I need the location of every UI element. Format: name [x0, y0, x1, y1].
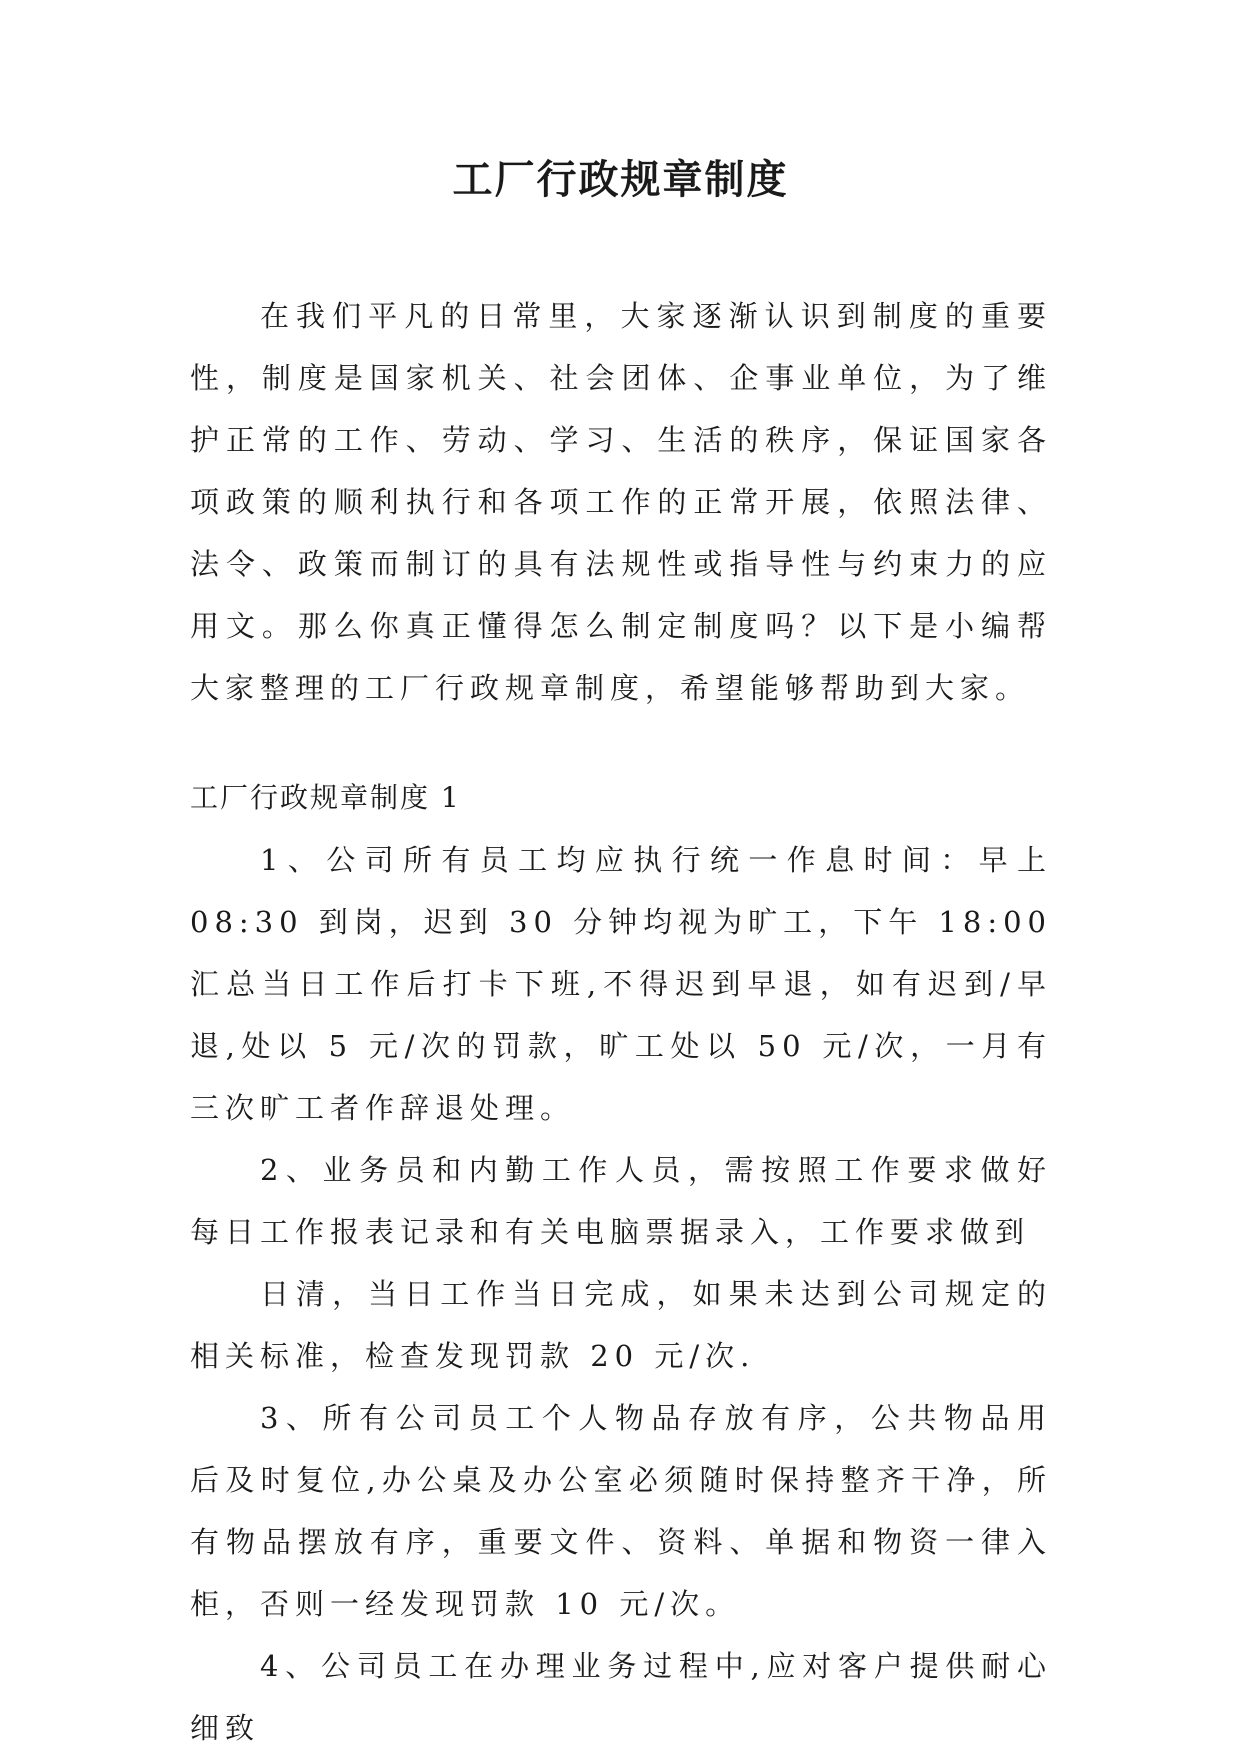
section-heading: 工厂行政规章制度 1: [190, 781, 461, 814]
rule-paragraph-3: 3、所有公司员工个人物品存放有序，公共物品用后及时复位,办公桌及办公室必须随时保持整齐干净，所有物品摆放有序，重要文件、资料、单据和物资一律入柜，否则一经发现罚款 10 元/次。: [190, 1401, 1052, 1621]
intro-paragraph: 在我们平凡的日常里，大家逐渐认识到制度的重要性，制度是国家机关、社会团体、企事业单位，为了维护正常的工作、劳动、学习、生活的秩序，保证国家各项政策的顺利执行和各项工作的正常开展，依照法律、法令、政策而制订的具有法规性或指导性与约束力的应用文。那么你真正懂得怎么制定制度吗？以下是小编帮大家整理的工厂行政规章制度，希望能够帮助到大家。: [190, 299, 1052, 705]
rule-paragraph-2-continued: 日清，当日工作当日完成，如果未达到公司规定的相关标准，检查发现罚款 20 元/次.: [190, 1277, 1052, 1373]
rule-paragraph-4: 4、公司员工在办理业务过程中,应对客户提供耐心细致: [190, 1649, 1052, 1745]
document-body: [190, 285, 1052, 1759]
rule-paragraph-2: 2、业务员和内勤工作人员，需按照工作要求做好每日工作报表记录和有关电脑票据录入，工作要求做到: [190, 1153, 1052, 1249]
document-title: 工厂行政规章制度: [452, 156, 789, 203]
rule-paragraph-1: 1、公司所有员工均应执行统一作息时间：早上 08:30 到岗，迟到 30 分钟均视为旷工，下午 18:00 汇总当日工作后打卡下班,不得迟到早退，如有迟到/早退,处以 5 元/次的罚款，旷工处以 50 元/次，一月有三次旷工者作辞退处理。: [190, 843, 1052, 1125]
